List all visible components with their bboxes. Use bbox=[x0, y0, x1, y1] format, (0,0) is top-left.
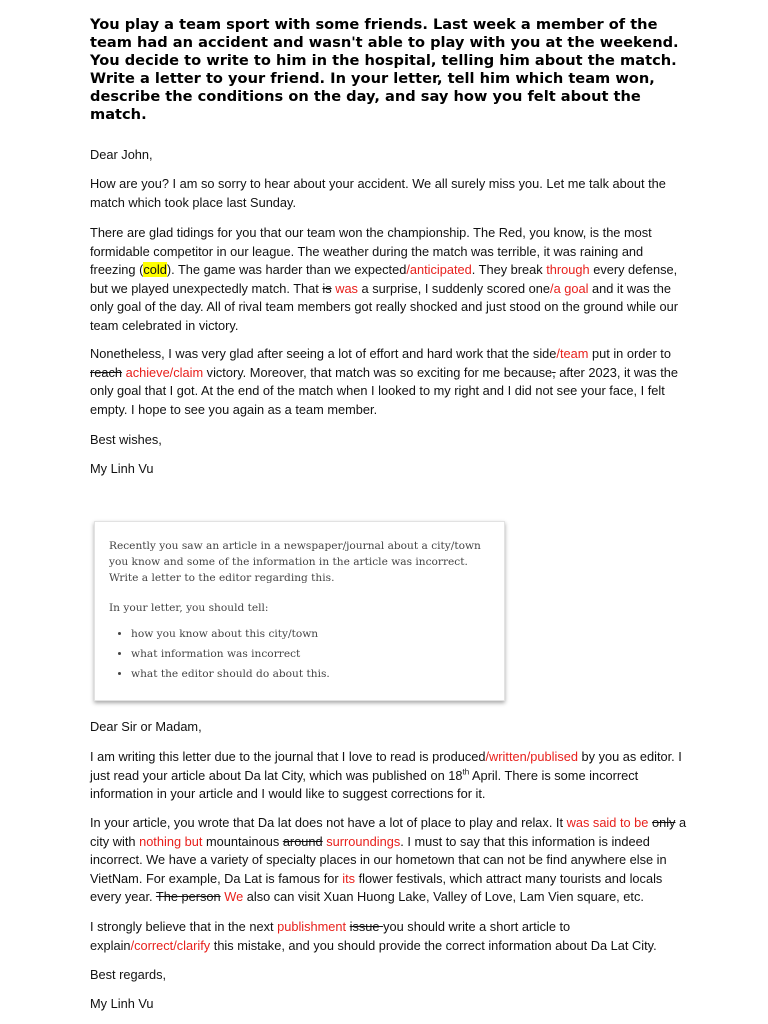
letter2-paragraph-3: I strongly believe that in the next publishment issue you should write a short article to explain/correct/clarify this mistake, and you should provide the correct information about Da Lat City. bbox=[90, 919, 657, 953]
letter1-salutation: Dear John, bbox=[90, 147, 153, 162]
correction: We bbox=[224, 889, 244, 905]
correction: through bbox=[546, 262, 590, 278]
correction: was said to be bbox=[566, 815, 649, 830]
struck-word: issue bbox=[349, 919, 384, 934]
correction: /anticipated bbox=[406, 262, 472, 278]
letter2-closing: Best regards, bbox=[90, 967, 167, 982]
correction: /a goal bbox=[550, 280, 589, 296]
ordinal-suffix: th bbox=[462, 767, 470, 777]
task2-bullet: • what information was incorrect bbox=[131, 644, 490, 664]
letter1-signature: My Linh Vu bbox=[90, 461, 154, 476]
highlighted-word: cold bbox=[143, 262, 167, 278]
correction: /correct/clarify bbox=[130, 937, 211, 953]
letter2-salutation: Dear Sir or Madam, bbox=[90, 719, 202, 734]
task2-bullet: • how you know about this city/town bbox=[131, 624, 490, 644]
letter1-paragraph-1: How are you? I am so sorry to hear about your accident. We all surely miss you. Let me talk about the match which took place last Sunday. bbox=[90, 176, 666, 210]
struck-word: around bbox=[282, 833, 323, 849]
correction: publishment bbox=[277, 919, 347, 934]
correction: /written/publised bbox=[485, 749, 578, 764]
correction: was bbox=[335, 280, 358, 296]
task1-prompt: You play a team sport with some friends. Last week a member of the team had an accident and wasn't able to play with you at the weekend. You decide to write to him in the hospital, telling him about the match. Write a letter to your friend. In your letter, tell him which team won, describe the conditions on the day, and say how you felt about the match. bbox=[90, 16, 679, 123]
correction: /team bbox=[556, 346, 589, 361]
task2-prompt-box bbox=[94, 521, 505, 701]
correction: nothing but bbox=[139, 833, 203, 849]
correction: surroundings bbox=[326, 833, 401, 849]
letter1-paragraph-2: There are glad tidings for you that our team won the championship. The Red, you know, is the most formidable competitor in our league. The weather during the match was terrible, it was raining and freezing (cold). The game was harder than we expected/anticipated. They break through every defense, but we played unexpectedly match. That is was a surprise, I suddenly scored one/a goal and it was the only goal of the day. All of rival team members got really shocked and just stood on the ground while our team celebrated in victory. bbox=[90, 225, 679, 333]
struck-word: only bbox=[651, 815, 676, 830]
letter1-paragraph-3: Nonetheless, I was very glad after seeing a lot of effort and hard work that the side/team put in order to reach achieve/claim victory. Moreover, that match was so exciting for me because, after 2023, it was the only goal that I got. At the end of the match when I looked to my right and I did not see your face, I felt empty. I hope to see you again as a team member. bbox=[90, 346, 679, 417]
correction: its bbox=[342, 870, 356, 886]
correction: achieve/claim bbox=[125, 364, 204, 380]
task2-intro: Recently you saw an article in a newspaper/journal about a city/town you know and some of the information in the article was incorrect. Write a letter to the editor regarding this. bbox=[109, 540, 481, 584]
letter2-paragraph-2: In your article, you wrote that Da lat does not have a lot of place to play and relax. It was said to be only a city with nothing but mountainous around surroundings. I must to say that this information is indeed incorrect. We have a variety of specialty places in our hometown that can not be find anywhere else in VietNam. For example, Da Lat is famous for its flower festivals, which attract many tourists and locals every year. The person We also can visit Xuan Huong Lake, Valley of Love, Lam Vien square, etc. bbox=[90, 815, 687, 905]
struck-word: The person bbox=[155, 889, 221, 905]
letter2-paragraph-1: I am writing this letter due to the journal that I love to read is produced/written/publised by you as editor. I just read your article about Da lat City, which was published on 18th April. There is some incorrect information in your article and I would like to suggest corrections for it. bbox=[90, 749, 682, 802]
struck-word: is bbox=[322, 280, 332, 296]
struck-word: reach bbox=[90, 364, 123, 380]
struck-word: , bbox=[552, 364, 556, 380]
task2-bullet: • what the editor should do about this. bbox=[131, 664, 490, 684]
task2-bullet-list bbox=[109, 624, 490, 684]
letter2-signature: My Linh Vu bbox=[90, 996, 154, 1011]
task2-lead: In your letter, you should tell: bbox=[109, 602, 269, 614]
letter1-closing: Best wishes, bbox=[90, 432, 162, 447]
